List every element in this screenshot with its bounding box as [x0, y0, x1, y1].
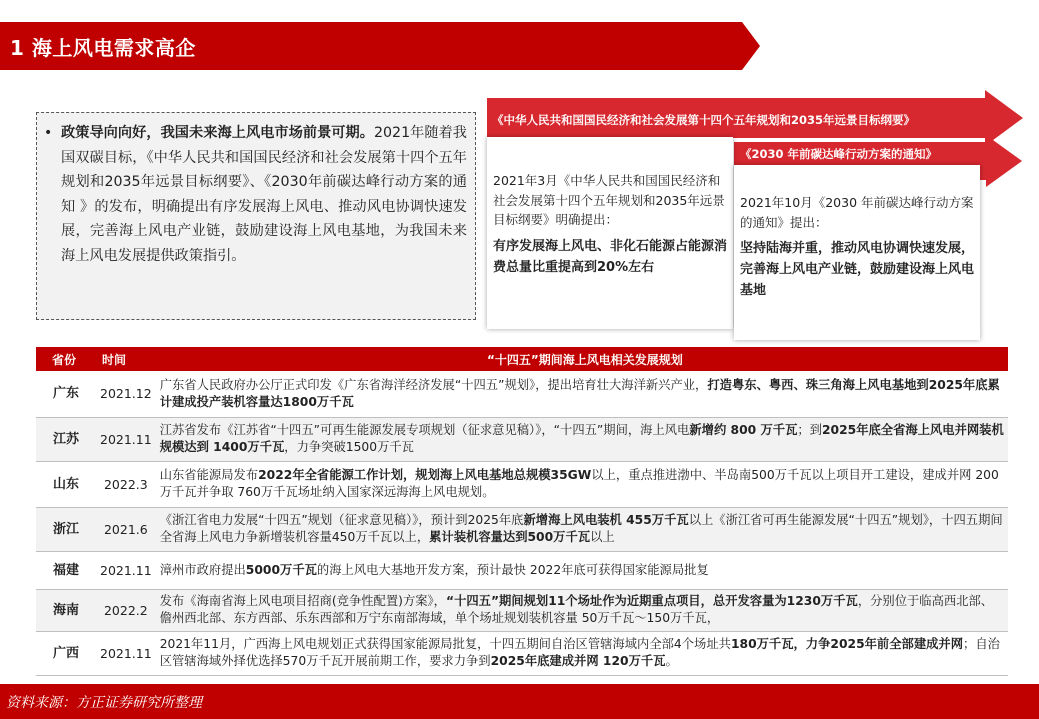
- carbon-card-emphasis: 坚持陆海并重，推动风电协调快速发展，完善海上风电产业链，鼓励建设海上风电基地: [740, 241, 975, 298]
- row-description-text: 山东省能源局发布: [159, 468, 259, 482]
- row-province: 广西: [52, 645, 79, 661]
- header-date: 时间: [102, 352, 127, 367]
- policy-summary-lead: 政策导向向好，我国未来海上风电市场前景可期。: [61, 125, 374, 141]
- row-description-text: 的海上风电大基地开发方案，预计最快 2022年底可获得国家能源局批复: [316, 562, 709, 577]
- source-note: 资料来源：方正证券研究所整理: [6, 695, 202, 711]
- table-row: [36, 507, 1008, 551]
- row-description-text: ，力争突破1500万千瓦: [284, 440, 414, 454]
- row-description-highlight: 新增约 800 万千瓦: [689, 423, 798, 437]
- table-header-row: [36, 347, 1008, 371]
- row-description-highlight: 2025年底全省海上风电并网装机规模达到 1400万千瓦: [159, 423, 1004, 454]
- row-date: 2022.2: [103, 602, 148, 618]
- row-description-highlight: 打造粤东、粤西、珠三角海上风电基地到2025年底累计建成投产装机容量达1800万千瓦: [159, 377, 1000, 409]
- row-province: 浙江: [52, 521, 79, 537]
- row-description-highlight: 累计装机容量达到500万千瓦: [429, 530, 591, 544]
- row-description-highlight: 180万千瓦，力争2025年前全部建成并网: [730, 637, 964, 651]
- row-description-text: ，分别位于临高西北部、儋州西北部、东方西部、乐东西部和万宁东南部海域，单个场址规划装机容量 50万千瓦～150万千瓦，: [159, 594, 994, 625]
- table-row: [36, 551, 1008, 589]
- row-description: [156, 417, 1008, 461]
- table-row: [36, 589, 1008, 631]
- row-description-text: 《浙江省电力发展“十四五”规划（征求意见稿）》，预计到2025年底: [159, 513, 524, 527]
- row-date: 2021.6: [103, 521, 148, 537]
- row-date: 2021.11: [100, 431, 152, 447]
- table-row: [36, 461, 1008, 507]
- row-description: [156, 461, 1008, 507]
- row-description-text: 以上，重点推进渤中、半岛南500万千瓦以上项目开工建设，建成并网 200万千瓦并争取 760万千瓦场址纳入国家深远海海上风电规划。: [159, 468, 999, 499]
- row-province: 广东: [52, 386, 79, 402]
- table-row: [36, 417, 1008, 461]
- row-description-text: 江苏省发布《江苏省“十四五”可再生能源发展专项规划（征求意见稿）》，“十四五”期间，海上风电: [159, 423, 690, 437]
- row-description-text: ；到: [797, 423, 822, 437]
- table-row: [36, 371, 1008, 417]
- row-province: 福建: [52, 562, 79, 578]
- policy-summary-body: 2021年随着我国双碳目标，《中华人民共和国国民经济和社会发展第十四个五年规划和2035年远景目标纲要》、《2030年前碳达峰行动方案的通知 》的发布，明确提出有序发展海上风电、推动风电协调快速发展，完善海上风电产业链，鼓励建设海上风电基地，为我国未来海上风电发展提供政策指引。: [61, 125, 467, 264]
- plan-card: [487, 137, 733, 329]
- row-province: 江苏: [52, 431, 79, 447]
- row-description-text: 以上: [590, 530, 615, 544]
- row-description: [156, 371, 1008, 417]
- plan-card-emphasis: 有序发展海上风电、非化石能源占能源消费总量比重提高到20%左右: [493, 238, 728, 275]
- row-description-highlight: 2025年底建成并网 120万千瓦: [490, 654, 666, 668]
- row-date: 2022.3: [103, 476, 148, 492]
- row-description: [156, 551, 1008, 589]
- row-date: 2021.12: [100, 386, 152, 402]
- row-description-text: 发布《海南省海上风电项目招商(竞争性配置)方案》，: [159, 594, 446, 608]
- row-description: [156, 589, 1008, 631]
- row-description-highlight: 5000万千瓦: [245, 562, 317, 577]
- row-description: [156, 507, 1008, 551]
- header-plan: “十四五”期间海上风电相关发展规划: [486, 352, 683, 367]
- carbon-card-intro: 2021年10月《2030 年前碳达峰行动方案的通知》提出：: [740, 195, 974, 230]
- row-date: 2021.11: [100, 645, 152, 661]
- row-description-highlight: 新增海上风电装机 455万千瓦: [523, 513, 689, 527]
- row-description-text: ；自治区管辖海域外择优选择570万千瓦开展前期工作，要求力争到: [159, 637, 1000, 668]
- row-province: 山东: [52, 476, 79, 492]
- page-title: 1 海上风电需求高企: [10, 36, 196, 60]
- plan-arrow-label: 《中华人民共和国国民经济和社会发展第十四个五年规划和2035年远景目标纲要》: [492, 113, 916, 127]
- bullet-icon: •: [44, 125, 53, 141]
- header-province: 省份: [52, 352, 77, 367]
- row-description-text: 2021年11月，广西海上风电规划正式获得国家能源局批复，十四五期间自治区管辖海域内全部4个场址共: [159, 637, 731, 651]
- source-footer: [0, 684, 1039, 719]
- carbon-arrow-label: 《2030 年前碳达峰行动方案的通知》: [740, 147, 938, 161]
- row-description-highlight: “十四五”期间规划11个场址作为近期重点项目，总开发容量为1230万千瓦: [445, 594, 858, 608]
- row-description-text: 。: [665, 654, 678, 668]
- policy-summary-text: [45, 121, 467, 268]
- row-description-text: 漳州市政府提出: [159, 562, 246, 577]
- row-description: [156, 631, 1008, 675]
- row-description-text: 广东省人民政府办公厅正式印发《广东省海洋经济发展“十四五”规划》，提出培育壮大海洋新兴产业，: [159, 377, 708, 392]
- row-date: 2021.11: [100, 562, 152, 578]
- row-description-highlight: 2022年全省能源工作计划，规划海上风电基地总规模35GW: [258, 468, 592, 482]
- table-row: [36, 631, 1008, 675]
- carbon-card: [734, 165, 980, 340]
- provincial-plan-table: [36, 347, 1008, 676]
- row-province: 海南: [52, 602, 79, 618]
- section-title-bar: [0, 22, 760, 70]
- row-description-text: 以上《浙江省可再生能源发展“十四五”规划》，十四五期间全省海上风电力争新增装机容量450万千瓦以上，: [159, 513, 1003, 544]
- policy-summary-box: [36, 112, 476, 320]
- plan-card-intro: 2021年3月《中华人民共和国国民经济和社会发展第十四个五年规划和2035年远景目标纲要》明确提出：: [493, 173, 725, 227]
